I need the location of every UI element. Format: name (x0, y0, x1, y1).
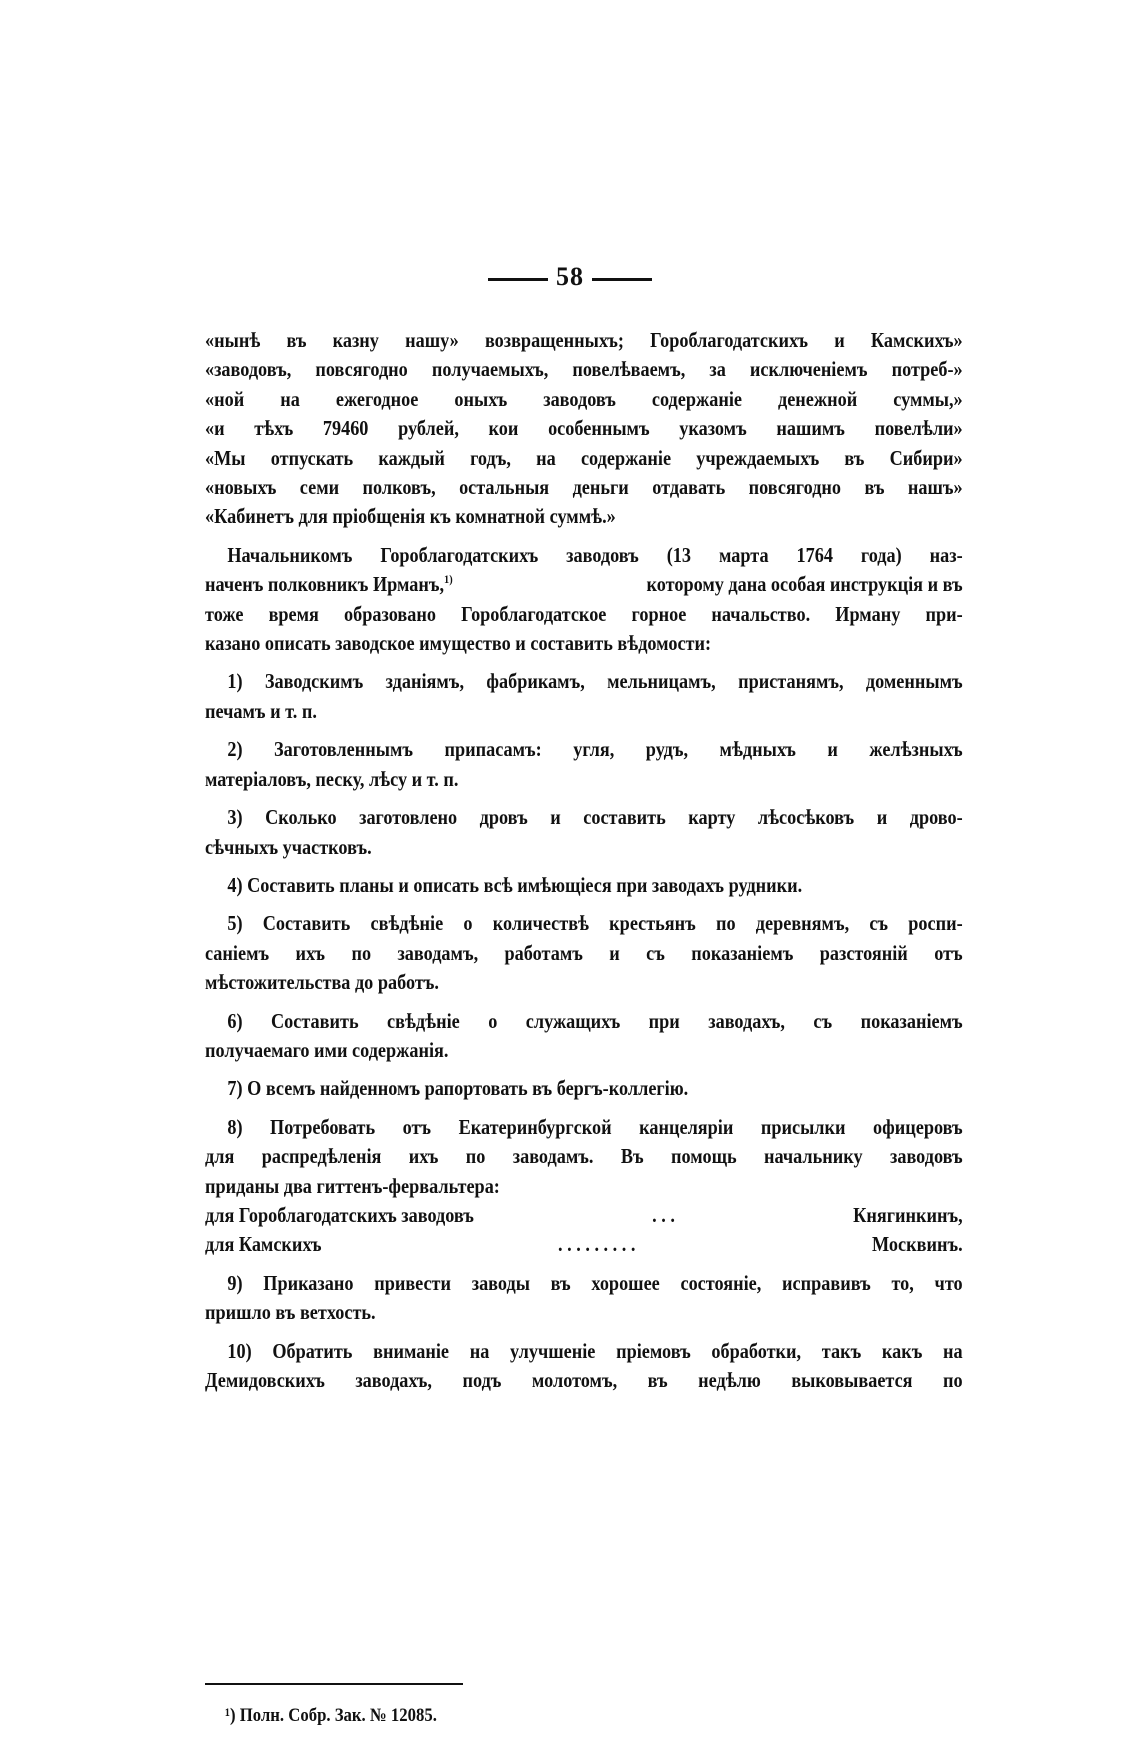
page-number: 58 (556, 262, 584, 291)
header-dash-left (488, 278, 548, 281)
header-dash-right (592, 278, 652, 281)
list-item-line: для распредѣленія ихъ по заводамъ. Въ помощь начальнику заводовъ (205, 1144, 963, 1169)
officer-row (205, 1230, 963, 1259)
list-item-line: пришло въ ветхость. (205, 1300, 376, 1325)
paragraph-line: Начальникомъ Гороблагодатскихъ заводовъ (13 марта 1764 года) наз- (227, 542, 963, 567)
footnote-ref: 1) (444, 572, 453, 587)
list-item (205, 1007, 963, 1066)
list-item-line: 7) О всемъ найденномъ рапортовать въ бергъ-коллегію. (227, 1076, 689, 1101)
footnote-divider (205, 1683, 463, 1685)
list-item-line: 4) Составить планы и описать всѣ имѣющіеся при заводахъ рудники. (227, 872, 803, 897)
decree-quote (205, 326, 963, 532)
officer-row (205, 1201, 963, 1230)
list-item-line: получаемаго ими содержанія. (205, 1037, 449, 1062)
quote-line: «нынѣ въ казну нашу» возвращенныхъ; Гороблагодатскихъ и Камскихъ» (205, 328, 963, 352)
list-item-line: саніемъ ихъ по заводамъ, работамъ и съ показаніемъ разстояній отъ (205, 940, 963, 965)
list-item (205, 1269, 963, 1328)
list-item (205, 735, 963, 794)
list-item-line: 5) Составить свѣдѣніе о количествѣ крестьянъ по деревнямъ, съ роспи- (227, 911, 963, 936)
paragraph-line (205, 570, 963, 599)
quote-line: «ной на ежегодное оныхъ заводовъ содержаніе денежной суммы,» (205, 386, 963, 411)
officer-label: для Камскихъ (205, 1232, 322, 1257)
officer-name: Москвинъ. (871, 1232, 963, 1257)
intro-paragraph (205, 541, 963, 659)
list-item-line: сѣчныхъ участковъ. (205, 834, 372, 859)
officer-dots: . . . (652, 1202, 675, 1227)
list-item-line: 9) Приказано привести заводы въ хорошее состояніе, исправивъ то, что (227, 1270, 963, 1295)
list-item-line: 10) Обратить вниманіе на улучшеніе пріемовъ обработки, такъ какъ на (227, 1338, 963, 1363)
list-item-line: приданы два гиттенъ-фервальтера: (205, 1173, 500, 1198)
list-item (205, 1074, 963, 1103)
quote-line: «Кабинетъ для пріобщенія къ комнатной суммѣ.» (205, 504, 616, 529)
quote-line: «новыхъ семи полковъ, остальныя деньги отдавать повсягодно въ нашъ» (205, 475, 963, 500)
footnote: ¹) Полн. Собр. Зак. № 12085. (225, 1705, 437, 1726)
list-item-line: 1) Заводскимъ зданіямъ, фабрикамъ, мельницамъ, пристанямъ, доменнымъ (227, 669, 963, 694)
list-item-line: 3) Сколько заготовлено дровъ и составить карту лѣсосѣковъ и дрово- (227, 805, 963, 830)
officer-name: Княгинкинъ, (853, 1202, 963, 1227)
page-body (205, 326, 963, 1404)
paragraph-line: казано описать заводское имущество и составить вѣдомости: (205, 631, 712, 656)
list-item (205, 871, 963, 900)
paragraph-text: которому дана особая инструкція и въ (646, 572, 963, 597)
list-item-line: Демидовскихъ заводахъ, подъ молотомъ, въ недѣлю выковывается по (205, 1368, 963, 1392)
officer-label: для Гороблагодатскихъ заводовъ (205, 1202, 474, 1227)
officer-dots: . . . . . . . . . (558, 1232, 636, 1257)
paragraph-text: наченъ полковникъ Ирманъ, (205, 572, 445, 597)
paragraph-line: тоже время образовано Гороблагодатское горное начальство. Ирману при- (205, 601, 963, 626)
list-item (205, 909, 963, 997)
quote-line: «и тѣхъ 79460 рублей, кои особеннымъ указомъ нашимъ повелѣли» (205, 416, 963, 441)
quote-line: «Мы отпускать каждый годъ, на содержаніе учреждаемыхъ въ Сибири» (205, 445, 963, 470)
list-item (205, 1113, 963, 1260)
quote-line: «заводовъ, повсягодно получаемыхъ, повелѣваемъ, за исключеніемъ потреб-» (205, 357, 963, 382)
list-item (205, 1337, 963, 1396)
list-item-line: матеріаловъ, песку, лѣсу и т. п. (205, 766, 459, 791)
list-item-line: 6) Составить свѣдѣніе о служащихъ при заводахъ, съ показаніемъ (227, 1008, 963, 1033)
page-header (0, 262, 1140, 292)
list-item-line: мѣстожительства до работъ. (205, 970, 439, 995)
list-item-line: 8) Потребовать отъ Екатеринбургской канцеляріи присылки офицеровъ (227, 1114, 963, 1139)
list-item (205, 667, 963, 726)
list-item-line: 2) Заготовленнымъ припасамъ: угля, рудъ, мѣдныхъ и желѣзныхъ (227, 737, 963, 762)
list-item-line: печамъ и т. п. (205, 698, 317, 723)
list-item (205, 803, 963, 862)
